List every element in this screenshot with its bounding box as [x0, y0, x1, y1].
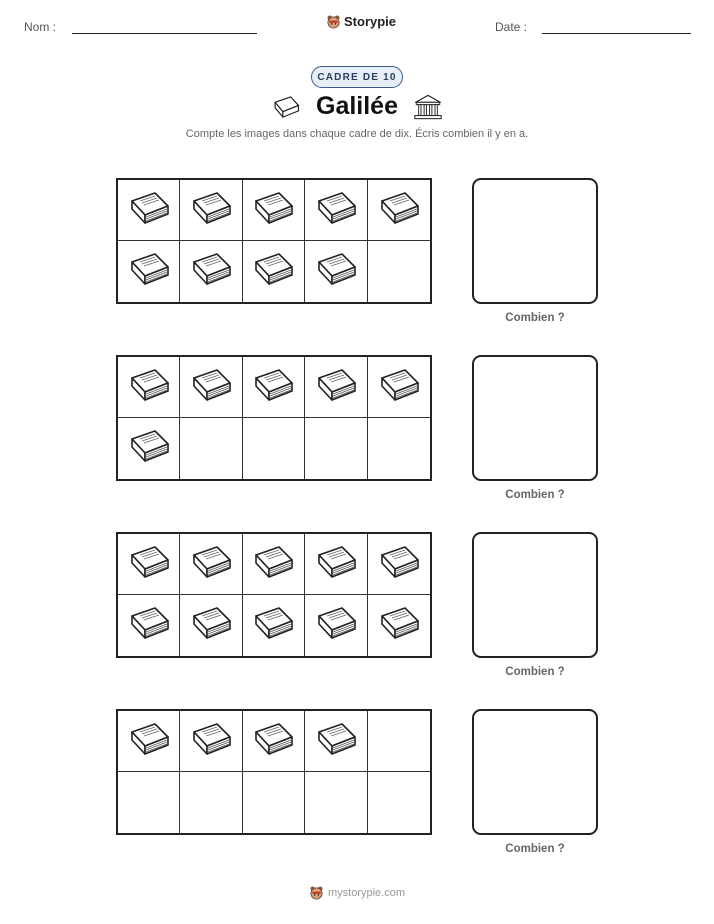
ten-frame-cell — [368, 418, 430, 479]
book-icon — [249, 540, 297, 589]
name-label: Nom : — [24, 20, 57, 34]
answer-label: Combien ? — [505, 489, 565, 501]
book-icon — [125, 247, 173, 296]
ten-frame-cell — [243, 534, 305, 595]
book-icon — [375, 540, 423, 589]
ten-frame-cell — [243, 180, 305, 241]
building-icon — [412, 93, 444, 121]
book-icon — [125, 186, 173, 235]
ten-frame-cell — [243, 357, 305, 418]
book-icon — [187, 363, 235, 412]
book-icon — [312, 601, 360, 650]
ten-frame-cell — [368, 241, 430, 302]
ten-frame-cell — [180, 534, 242, 595]
answer-box[interactable] — [472, 709, 598, 835]
ten-frame-cell — [180, 772, 242, 833]
ten-frame-cell — [305, 180, 367, 241]
ten-frame-cell — [368, 711, 430, 772]
ten-frame-cell — [118, 180, 180, 241]
book-icon — [125, 363, 173, 412]
ten-frame — [116, 178, 432, 304]
ten-frame-cell — [118, 595, 180, 656]
answer-label: Combien ? — [505, 843, 565, 855]
book-icon — [187, 601, 235, 650]
ten-frame-cell — [305, 357, 367, 418]
answer-box[interactable] — [472, 355, 598, 481]
book-icon — [125, 717, 173, 766]
answer-box[interactable] — [472, 178, 598, 304]
ten-frame-cell — [243, 711, 305, 772]
ten-frame-cell — [368, 534, 430, 595]
ten-frame-cell — [180, 357, 242, 418]
book-icon — [312, 717, 360, 766]
date-label: Date : — [495, 20, 528, 34]
date-line[interactable] — [542, 33, 691, 34]
instructions: Compte les images dans chaque cadre de dix. Écris combien il y en a. — [185, 128, 529, 140]
book-icon — [249, 363, 297, 412]
category-badge: CADRE DE 10 — [311, 66, 403, 88]
book-icon — [249, 717, 297, 766]
answer-label: Combien ? — [505, 312, 565, 324]
book-icon — [125, 424, 173, 473]
book-icon — [375, 363, 423, 412]
answer-label: Combien ? — [505, 666, 565, 678]
book-icon — [187, 540, 235, 589]
ten-frame-cell — [305, 534, 367, 595]
ten-frame-cell — [118, 772, 180, 833]
book-icon — [312, 186, 360, 235]
ten-frame-cell — [368, 180, 430, 241]
ten-frame-cell — [305, 595, 367, 656]
book-icon — [125, 601, 173, 650]
ten-frame-cell — [243, 595, 305, 656]
book-icon — [270, 93, 302, 121]
ten-frame-cell — [118, 534, 180, 595]
brand-name: Storypie — [344, 14, 397, 29]
ten-frame-cell — [118, 711, 180, 772]
ten-frame — [116, 532, 432, 658]
footer-url: mystorypie.com — [327, 886, 406, 899]
ten-frame-cell — [243, 418, 305, 479]
answer-box[interactable] — [472, 532, 598, 658]
title-row — [0, 92, 714, 121]
worksheet-title: Galilée — [316, 92, 398, 120]
ten-frame-cell — [180, 241, 242, 302]
book-icon — [375, 601, 423, 650]
ten-frame-cell — [180, 595, 242, 656]
book-icon — [125, 540, 173, 589]
book-icon — [249, 186, 297, 235]
ten-frame — [116, 355, 432, 481]
ten-frame-cell — [368, 357, 430, 418]
book-icon — [312, 540, 360, 589]
ten-frame-cell — [305, 711, 367, 772]
ten-frame-cell — [305, 418, 367, 479]
brand-logo — [326, 14, 396, 29]
book-icon — [187, 717, 235, 766]
book-icon — [312, 247, 360, 296]
ten-frame-cell — [305, 772, 367, 833]
ten-frame-cell — [180, 180, 242, 241]
book-icon — [187, 247, 235, 296]
mascot-icon — [309, 885, 324, 900]
ten-frame-cell — [243, 772, 305, 833]
book-icon — [312, 363, 360, 412]
ten-frame-cell — [180, 711, 242, 772]
ten-frame-cell — [118, 357, 180, 418]
book-icon — [249, 247, 297, 296]
ten-frame — [116, 709, 432, 835]
name-line[interactable] — [72, 33, 257, 34]
book-icon — [187, 186, 235, 235]
ten-frame-cell — [118, 241, 180, 302]
ten-frame-cell — [118, 418, 180, 479]
ten-frame-cell — [368, 595, 430, 656]
ten-frame-cell — [243, 241, 305, 302]
ten-frame-cell — [368, 772, 430, 833]
footer — [0, 885, 714, 900]
ten-frame-cell — [305, 241, 367, 302]
book-icon — [375, 186, 423, 235]
worksheet-header — [0, 0, 714, 50]
book-icon — [249, 601, 297, 650]
mascot-icon — [326, 14, 341, 29]
ten-frame-cell — [180, 418, 242, 479]
